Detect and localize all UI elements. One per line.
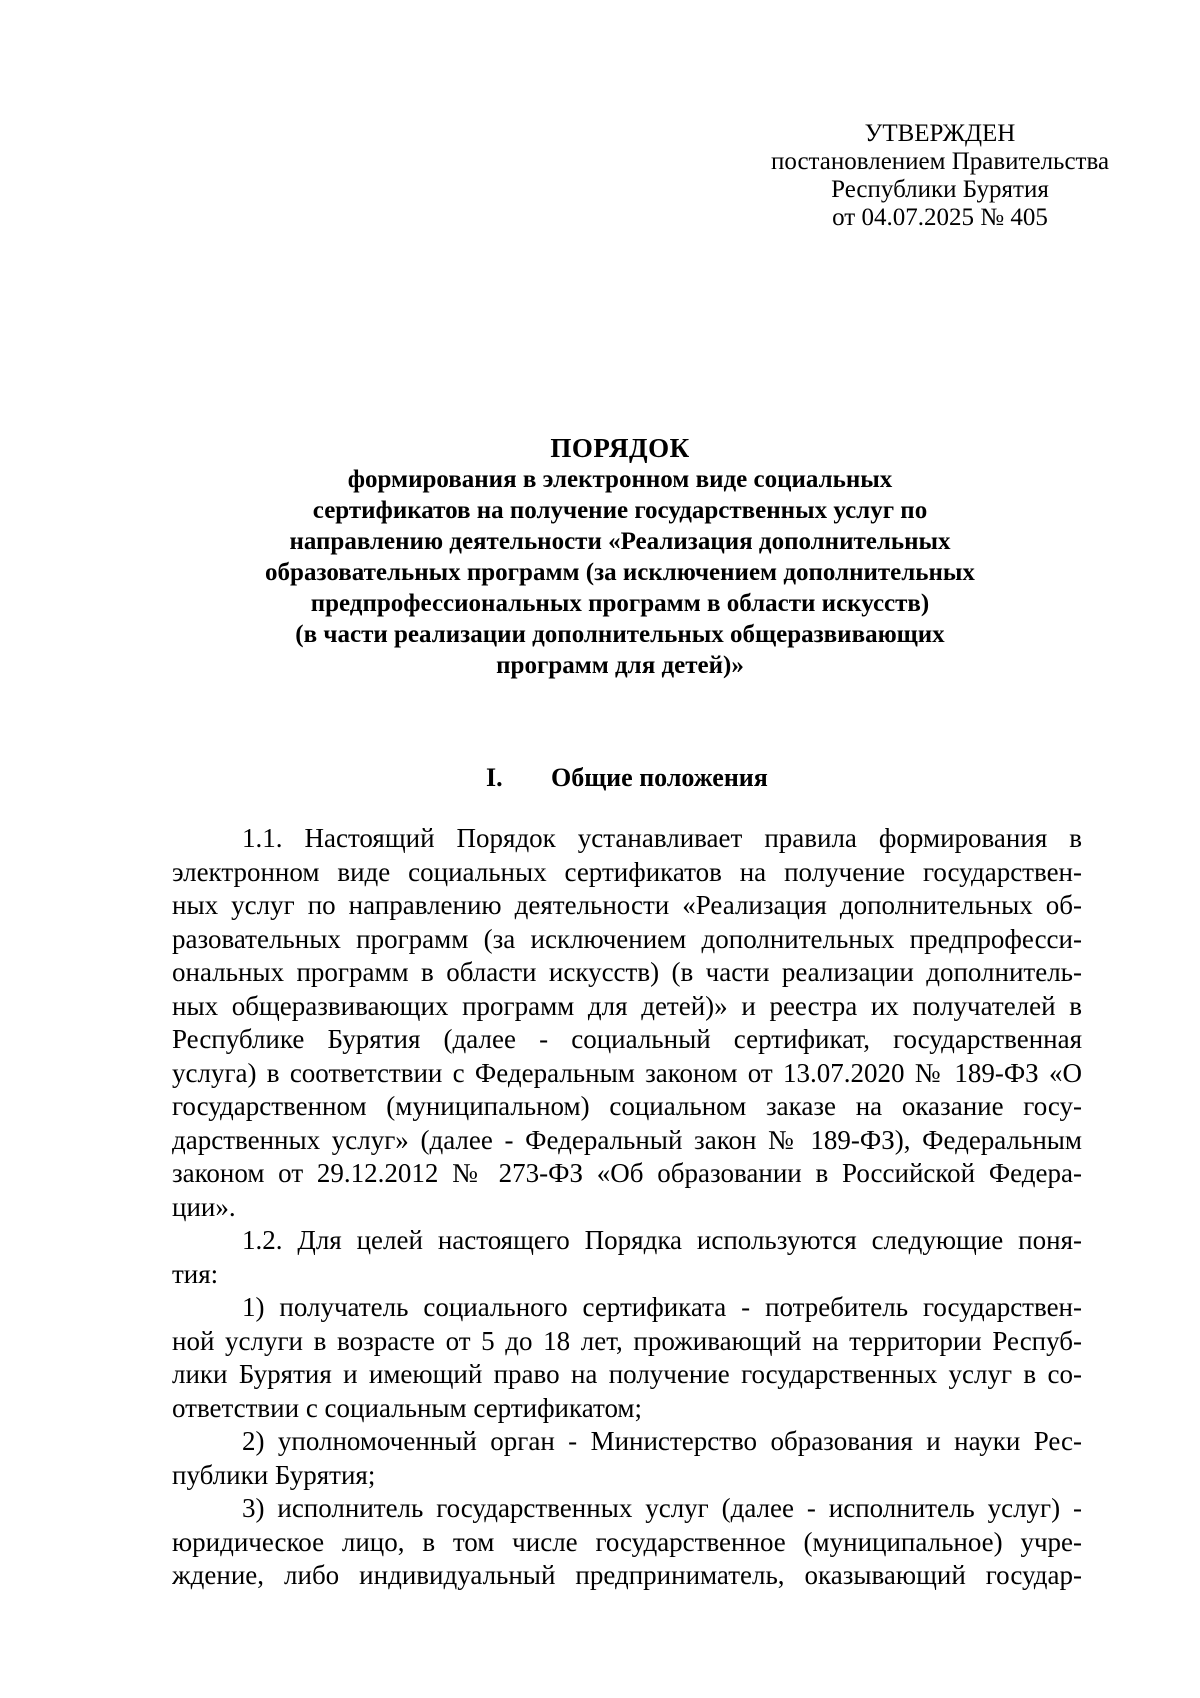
document-title-line: предпрофессиональных программ в области искусств)	[310, 590, 930, 617]
paragraph-line: законом от 29.12.2012 № 273-ФЗ «Об образовании в Российской Федера-	[172, 1158, 1082, 1188]
document-title-main: ПОРЯДОК	[550, 433, 690, 463]
paragraph-line: ональных программ в области искусств) (в части реализации дополнитель-	[172, 957, 1082, 987]
paragraph-line: 1) получатель социального сертификата - потребитель государствен-	[242, 1292, 1082, 1322]
paragraph-line: Республике Бурятия (далее - социальный сертификат, государственная	[172, 1024, 1082, 1054]
paragraph-line: услуга) в соответствии с Федеральным законом от 13.07.2020 № 189-ФЗ «О	[172, 1057, 1082, 1088]
paragraph-line: публики Бурятия;	[172, 1459, 376, 1490]
approval-line: постановлением Правительства	[770, 148, 1110, 175]
document-title-line: формирования в электронном виде социальных	[347, 466, 893, 493]
approval-line: Республики Бурятия	[831, 176, 1049, 203]
paragraph-line: юридическое лицо, в том числе государственное (муниципальное) учре-	[172, 1526, 1082, 1557]
document-title	[160, 432, 1080, 681]
approval-line: УТВЕРЖДЕН	[864, 120, 1016, 147]
document-title-line: (в части реализации дополнительных общеразвивающих	[295, 621, 945, 648]
paragraph-line: ных услуг по направлению деятельности «Реализация дополнительных об-	[172, 890, 1082, 920]
document-title-line: направлению деятельности «Реализация дополнительных	[289, 528, 951, 555]
paragraph-line: электронном виде социальных сертификатов на получение государствен-	[172, 856, 1082, 887]
document-title-line: образовательных программ (за исключением дополнительных	[265, 559, 975, 586]
paragraph-line: ждение, либо индивидуальный предприниматель, оказывающий государ-	[172, 1560, 1082, 1590]
paragraph-line: 1.1. Настоящий Порядок устанавливает правила формирования в	[242, 823, 1082, 853]
paragraph-line: ной услуги в возрасте от 5 до 18 лет, проживающий на территории Респуб-	[172, 1325, 1082, 1356]
paragraph-line: 2) уполномоченный орган - Министерство образования и науки Рес-	[242, 1426, 1082, 1456]
approval-stamp	[760, 120, 1120, 232]
approval-line: от 04.07.2025 № 405	[832, 204, 1048, 231]
paragraph-line: 3) исполнитель государственных услуг (далее - исполнитель услуг) -	[242, 1493, 1082, 1523]
document-title-line: сертификатов на получение государственных услуг по	[312, 497, 928, 524]
paragraph-line: тия:	[172, 1258, 219, 1289]
paragraph-line: лики Бурятия и имеющий право на получение государственных услуг в со-	[172, 1359, 1082, 1389]
paragraph-line: государственном (муниципальном) социальном заказе на оказание госу-	[172, 1091, 1082, 1121]
paragraph-line: ции».	[172, 1191, 236, 1222]
document-body	[172, 822, 1082, 1593]
section-number: I.	[486, 763, 503, 792]
paragraph-line: разовательных программ (за исключением дополнительных предпрофесси-	[172, 923, 1082, 954]
section-heading	[486, 763, 768, 793]
document-title-line: программ для детей)»	[496, 652, 744, 679]
paragraph-line: 1.2. Для целей настоящего Порядка используются следующие поня-	[242, 1225, 1082, 1255]
paragraph-line: дарственных услуг» (далее - Федеральный закон № 189-ФЗ), Федеральным	[172, 1124, 1082, 1155]
paragraph-line: ных общеразвивающих программ для детей)» и реестра их получателей в	[172, 990, 1082, 1021]
section-title: Общие положения	[551, 763, 768, 792]
paragraph-line: ответствии с социальным сертификатом;	[172, 1392, 643, 1423]
